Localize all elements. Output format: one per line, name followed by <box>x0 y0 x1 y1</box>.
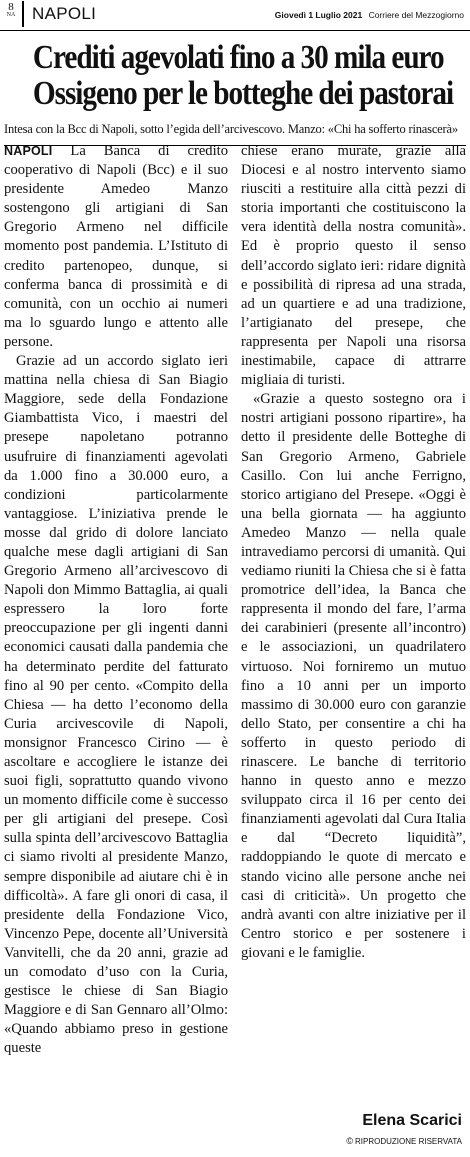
publication-name: Corriere del Mezzogiorno <box>368 10 464 20</box>
article-paragraph: chiese erano murate, grazie alla Diocesi e al nostro intervento siamo riusciti a restituire alla città pezzi di storia importanti che costituiscono la vera identità della nostra comunità». Ed è proprio questo il senso dell’accordo siglato ieri: ridare dignità e possibilità di ripresa ad una strada, ad un quartiere e ad una tradizione, l’artigianato del presepe, che rappresenta per Napoli una risorsa inestimabile, capace di attrarre migliaia di turisti. <box>241 143 466 389</box>
issue-date: Giovedì 1 Luglio 2021 <box>274 10 363 20</box>
issue-dateline <box>275 10 464 20</box>
article-paragraph: Grazie ad un accordo siglato ieri mattina nella chiesa di San Biagio Maggiore, sede della Fondazione Giambattista Vico, i maestri del presepe napoletano potranno usufruire di finanziamenti agevolati da 1.000 fino a 30.000 euro, a condizioni particolarmente vantaggiose. L’iniziativa prende le mosse dal grido di dolore lanciato qualche mese dagli artigiani di San Gregorio Armeno all’arcivescovo di Napoli don Mimmo Battaglia, ai quali espressero la loro forte preoccupazione per gli ingenti danni economici causati dalla pandemia che ha determinato perdite del fatturato fino al 90 per cento. «Compito della Chiesa — ha detto l’economo della Curia arcivescovile di Napoli, monsignor Francesco Cirino — è ascoltare e accogliere le istanze dei suoi figli, soprattutto quando vivono un momento difficile come è successo per gli artigiani del presepe. Così sulla spinta dell’arcivescovo Battaglia ci siamo rivolti al presidente Manzo, sempre disponibile ad aiutare chi è in difficoltà». A fare gli onori di casa, il presidente della Fondazione Vico, Vincenzo Pepe, docente all’Università Vanvitelli, che da 20 anni, grazie ad un comodato d’uso con la Curia, gestisce le chiese di San Biagio Maggiore e di San Gennaro all’Olmo: «Quando abbiamo preso in gestione queste <box>4 353 228 1057</box>
article-paragraph: «Grazie a questo sostegno ora i nostri artigiani possono ripartire», ha detto il presidente delle Botteghe di San Gregorio Armeno, Gabriele Casillo. Con lui anche Ferrigno, storico artigiano del Presepe. «Oggi è una bella giornata — ha aggiunto Amedeo Manzo — nella quale intravediamo percorsi di umanità. Qui vediamo riuniti la Chiesa che si è fatta promotrice dell’idea, la Banca che rappresenta il mondo del fare, l’arma dei carabinieri (presente all’incontro) e le associazioni, un quadrilatero virtuoso. Noi forniremo un mutuo fino a 10 anni per un importo massimo di 30.000 euro con garanzie dello Stato, per consentire a chi ha sofferto in questo periodo di rinascere. Le banche di territorio hanno in questo anno e mezzo sviluppato circa il 16 per cento dei finanziamenti agevolati dal Cura Italia e dal “Decreto liquidità”, raddoppiando le quote di mercato e stando vicino alle persone anche nei casi di criticità». Un progetto che andrà avanti con altre iniziative per il Centro storico e per sostenere i giovani e le famiglie. <box>241 391 466 961</box>
copyright-notice <box>346 1136 462 1146</box>
article-paragraph <box>4 142 228 352</box>
page-number-value: 8 <box>8 1 14 13</box>
page-number-sub: NA <box>6 12 16 18</box>
article-dateline: NAPOLI <box>4 144 53 158</box>
subheadline: Intesa con la Bcc di Napoli, sotto l’egida dell’arcivescovo. Manzo: «Chi ha sofferto rinascerà» <box>4 122 466 146</box>
copyright-text: RIPRODUZIONE RISERVATA <box>355 1137 462 1146</box>
headline-line-2: Ossigeno per le botteghe dei pastorai <box>32 75 454 112</box>
author-byline: Elena Scarici <box>362 1112 462 1129</box>
paragraph-text: La Banca di credito cooperativo di Napoli (Bcc) e il suo presidente Amedeo Manzo sostengono gli artigiani di San Gregorio Armeno nel difficile momento post pandemia. L’Istituto di credito partenopeo, dunque, si conferma banca di prossimità e di comunità, con un occhio ai numeri ma lo sguardo lungo e attento alle persone. <box>4 143 229 350</box>
section-name: NAPOLI <box>22 1 96 27</box>
article-column-1 <box>4 142 228 1059</box>
headline-line-1: Crediti agevolati fino a 30 mila euro <box>32 39 444 76</box>
article-column-2 <box>241 142 466 963</box>
copyright-icon: © <box>346 1136 354 1146</box>
page-header <box>0 0 470 31</box>
page-number <box>5 2 17 19</box>
headline <box>32 39 454 112</box>
